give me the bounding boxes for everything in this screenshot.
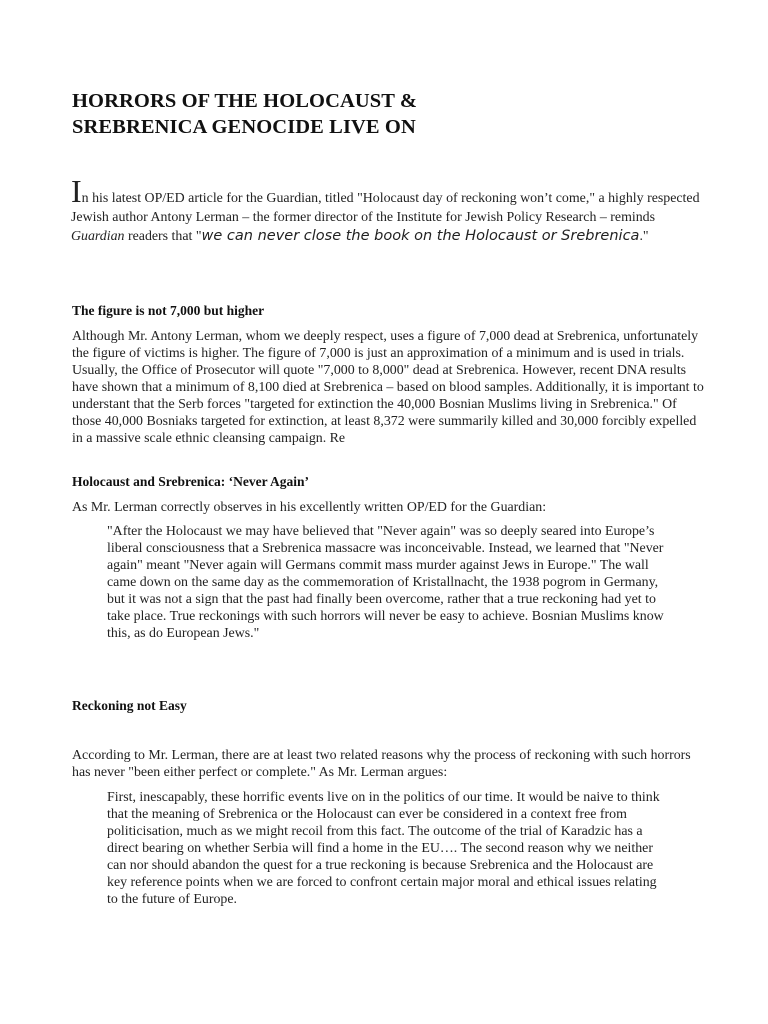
section-heading-figure: The figure is not 7,000 but higher bbox=[72, 303, 265, 318]
blockquote-never-again: "After the Holocaust we may have believed that "Never again" was so deeply seared into Europe’s liberal consciousness that a Srebrenica massacre was inconceivable. Instead, we learned that "Never again" meant "Never again will Germans commit mass murder against Jews in Europe." The wall came down on the same day as the commemoration of Kristallnacht, the 1938 pogrom in Germany, but it was not a sign that the past had finally been overcome, rather that a true reckoning had yet to take place. True reckonings with such horrors will never be easy to achieve. Bosnian Muslims know this, as do European Jews." bbox=[107, 524, 664, 641]
blockquote-reckoning: First, inescapably, these horrific events live on in the politics of our time. It would be naive to think that the meaning of Srebrenica or the Holocaust can ever be considered in a context free from politicisation, much as we might recoil from this fact. The outcome of the trial of Karadzic has a direct bearing on whether Serbia will find a home in the EU…. The second reason why we neither can nor should abandon the quest for a true reckoning is because Srebrenica and the Holocaust are key reference points when we are forced to confront certain major moral and ethical issues relating to the future of Europe. bbox=[107, 790, 660, 907]
section-body-figure: Although Mr. Antony Lerman, whom we deeply respect, uses a figure of 7,000 dead at Srebrenica, unfortunately the figure of victims is higher. The figure of 7,000 is just an approximation of a minimum and is used in trials. Usually, the Office of Prosecutor will quote "7,000 to 8,000" dead at Srebrenica. However, recent DNA results have shown that a minimum of 8,100 died at Srebrenica – based on blood samples. Additionally, it is important to understant that the Serb forces "targeted for extinction the 40,000 Bosnian Muslims living in Srebrenica." Of those 40,000 Bosniaks targeted for extinction, at least 8,372 were summarily killed and 30,000 forcibly expelled in a massive scale ethnic cleansing campaign. Re bbox=[72, 329, 704, 446]
intro-paragraph bbox=[71, 173, 701, 246]
drop-cap: I bbox=[71, 173, 82, 209]
intro-text-middle: readers that " bbox=[124, 229, 202, 244]
section-heading-reckoning: Reckoning not Easy bbox=[72, 698, 187, 713]
title-line-2: SREBRENICA GENOCIDE LIVE ON bbox=[72, 116, 416, 138]
intro-text-start: n his latest OP/ED article for the Guardian, titled "Holocaust day of reckoning won’t come," a highly respected Jewish author Antony Lerman – the former director of the Institute for Jewish Policy Research – reminds bbox=[71, 191, 700, 225]
page-title bbox=[72, 88, 712, 140]
section-heading-never-again: Holocaust and Srebrenica: ‘Never Again’ bbox=[72, 474, 309, 489]
intro-text-end: ." bbox=[639, 229, 649, 244]
intro-italic-guardian: Guardian bbox=[71, 229, 125, 244]
section-lead-reckoning: According to Mr. Lerman, there are at least two related reasons why the process of reckoning with such horrors has never "been either perfect or complete." As Mr. Lerman argues: bbox=[72, 748, 691, 780]
section-lead-never-again: As Mr. Lerman correctly observes in his excellently written OP/ED for the Guardian: bbox=[72, 500, 547, 515]
title-line-1: HORRORS OF THE HOLOCAUST & bbox=[72, 90, 418, 112]
intro-quote: we can never close the book on the Holocaust or Srebrenica bbox=[201, 228, 640, 244]
